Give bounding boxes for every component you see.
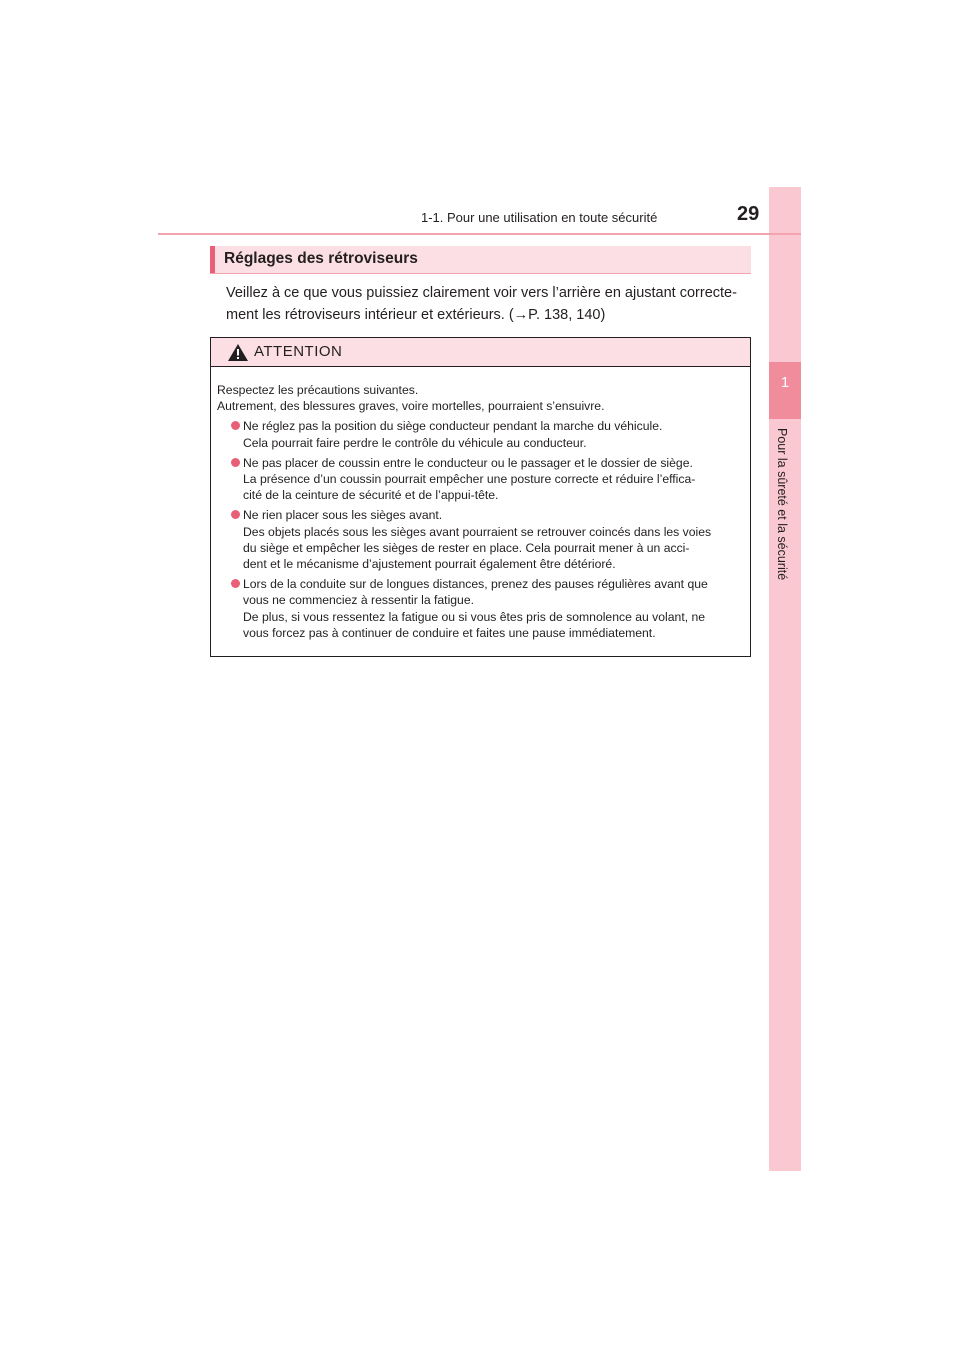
caution-item-line: vous ne commenciez à ressentir la fatigue. [243,593,474,608]
caution-item [217,576,744,641]
running-header-title: 1-1. Pour une utilisation en toute sécurité [421,210,658,225]
caution-item-line: Cela pourrait faire perdre le contrôle du véhicule au conducteur. [243,435,587,450]
caution-item [217,455,744,504]
caution-item-line: Ne rien placer sous les sièges avant. [243,508,443,523]
caution-item-line: Ne pas placer de coussin entre le conducteur ou le passager et le dossier de siège. [243,455,693,470]
side-tab [769,187,801,1171]
caution-item-line: Lors de la conduite sur de longues distances, prenez des pauses régulières avant que [243,577,708,592]
caution-intro-line: Respectez les précautions suivantes. [217,383,419,397]
section-heading-bar [210,246,215,273]
caution-item-line: cité de la ceinture de sécurité et de l’appui-tête. [243,488,499,503]
warning-triangle-icon [228,344,248,361]
caution-item-line: vous forcez pas à continuer de conduire et faites une pause immédiatement. [243,625,656,640]
side-tab-label: Pour la sûreté et la sécurité [775,428,789,581]
caution-box [210,337,751,657]
caution-item-line: Ne réglez pas la position du siège conducteur pendant la marche du véhicule. [243,419,663,434]
bullet-icon [231,579,240,588]
intro-line: ment les rétroviseurs intérieur et extérieurs. (→P. 138, 140) [226,307,606,323]
caution-title: ATTENTION [254,343,343,360]
caution-item-line: du siège et empêcher les sièges de rester en place. Cela pourrait mener à un acci- [243,540,690,555]
intro-line: Veillez à ce que vous puissiez clairement voir vers l’arrière en ajustant correcte- [226,285,737,301]
section-heading [210,246,751,274]
caution-item [217,418,744,450]
caution-item-line: dent et le mécanisme d’ajustement pourrait également être détérioré. [243,557,616,572]
caution-header [211,338,750,367]
bullet-icon [231,458,240,467]
caution-item [217,507,744,572]
caution-body [211,367,750,641]
header-divider [158,233,801,235]
caution-item-line: De plus, si vous ressentez la fatigue ou si vous êtes pris de somnolence au volant, ne [243,609,706,624]
section-title: Réglages des rétroviseurs [224,250,418,267]
bullet-icon [231,510,240,519]
section-intro [226,282,751,326]
side-tab-number: 1 [780,374,790,391]
page-number: 29 [737,203,760,225]
caution-item-line: La présence d’un coussin pourrait empêcher une posture correcte et réduire l’effica- [243,472,696,487]
bullet-icon [231,421,240,430]
caution-intro-line: Autrement, des blessures graves, voire mortelles, pourraient s’ensuivre. [217,399,605,414]
caution-item-line: Des objets placés sous les sièges avant pourraient se retrouver coincés dans les voies [243,524,712,539]
